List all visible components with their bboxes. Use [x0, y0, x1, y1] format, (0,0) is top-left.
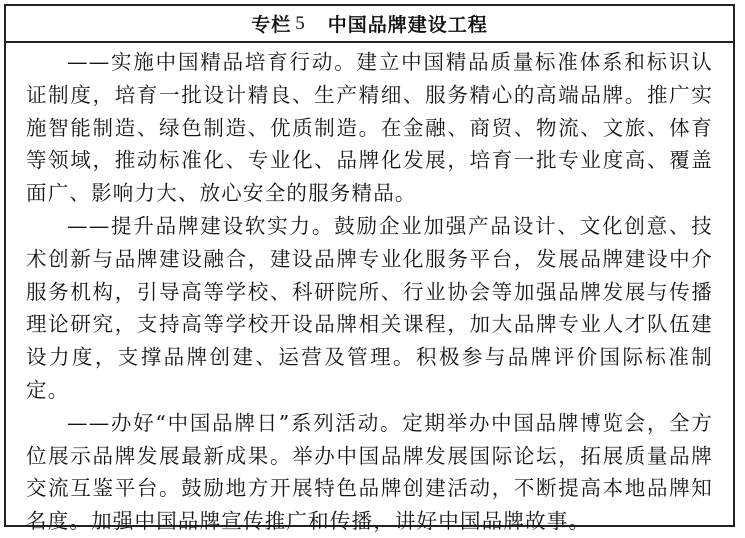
- paragraph-brand-day: ——办好“中国品牌日”系列活动。定期举办中国品牌博览会，全方位展示品牌发展最新成果。举办中国品牌发展国际论坛，拓展质量品牌交流互鉴平台。鼓励地方开展特色品牌创建活动，不断提高本地品牌知名度。加强中国品牌宣传推广和传播，讲好中国品牌故事。: [26, 410, 713, 534]
- column-title: 中国品牌建设工程: [327, 14, 488, 36]
- column-header: [6, 6, 733, 43]
- paragraph-soft-power: ——提升品牌建设软实力。鼓励企业加强产品设计、文化创意、技术创新与品牌建设融合，建设品牌专业化服务平台，发展品牌建设中介服务机构，引导高等学校、科研院所、行业协会等加强品牌发展与传播理论研究，支持高等学校开设品牌相关课程，加大品牌专业人才队伍建设力度，支撑品牌创建、运营及管理。积极参与品牌评价国际标准制定。: [26, 213, 713, 402]
- column-number: 5: [295, 12, 306, 34]
- column-box: [4, 4, 735, 534]
- column-body: [6, 46, 733, 538]
- paragraph-quality-cultivation: ——实施中国精品培育行动。建立中国精品质量标准体系和标识认证制度，培育一批设计精良、生产精细、服务精心的高端品牌。推广实施智能制造、绿色制造、优质制造。在金融、商贸、物流、文旅、体育等领域，推动标准化、专业化、品牌化发展，培育一批专业度高、覆盖面广、影响力大、放心安全的服务精品。: [26, 50, 713, 206]
- column-label: 专栏: [251, 14, 292, 36]
